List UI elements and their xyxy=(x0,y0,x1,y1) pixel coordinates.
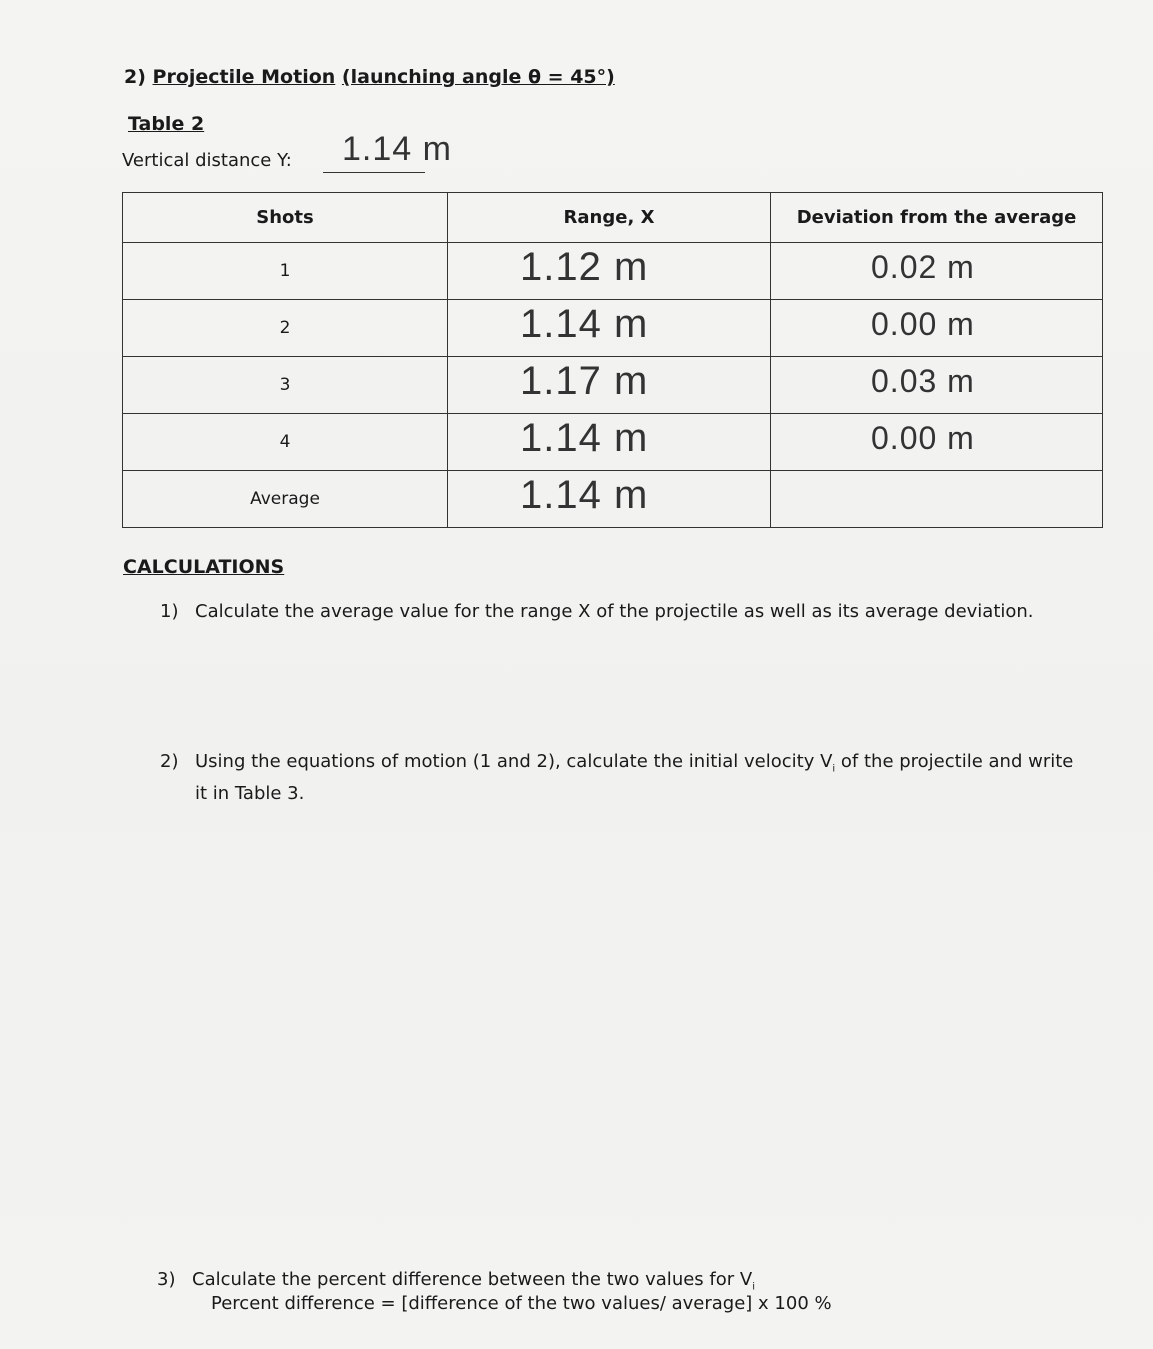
range-value: 1.14 m xyxy=(520,416,649,460)
table-row-average xyxy=(123,471,1103,528)
range-cell xyxy=(448,300,771,357)
deviation-cell xyxy=(771,471,1103,528)
table-row xyxy=(123,414,1103,471)
section-subheading: (launching angle θ = 45°) xyxy=(341,66,615,88)
table-row xyxy=(123,243,1103,300)
shot-cell: Average xyxy=(123,471,448,528)
deviation-value: 0.03 m xyxy=(871,363,975,399)
deviation-value: 0.02 m xyxy=(871,249,975,285)
vertical-distance-label: Vertical distance Y: xyxy=(122,150,292,171)
header-range: Range, X xyxy=(448,193,771,243)
header-shots: Shots xyxy=(123,193,448,243)
question-3 xyxy=(157,1268,1057,1328)
percent-difference-formula: Percent difference = [difference of the two values/ average] x 100 % xyxy=(211,1293,832,1314)
range-value: 1.17 m xyxy=(520,359,649,403)
section-heading: Projectile Motion xyxy=(152,66,336,88)
deviation-cell xyxy=(771,414,1103,471)
table-header-row xyxy=(123,193,1103,243)
deviation-value: 0.00 m xyxy=(871,306,975,342)
deviation-cell xyxy=(771,243,1103,300)
deviation-value: 0.00 m xyxy=(871,420,975,456)
range-cell xyxy=(448,414,771,471)
section-number: 2) xyxy=(124,66,146,88)
header-deviation: Deviation from the average xyxy=(771,193,1103,243)
table-label: Table 2 xyxy=(128,113,205,135)
shot-cell: 3 xyxy=(123,357,448,414)
range-cell xyxy=(448,471,771,528)
question-text: Using the equations of motion (1 and 2), calculate the initial velocity $V_i$ of the projectile and write it in Table 3. xyxy=(195,751,1074,804)
question-2 xyxy=(160,750,1090,810)
deviation-cell xyxy=(771,300,1103,357)
question-text: Calculate the average value for the range X of the projectile as well as its average deviation. xyxy=(195,601,1034,622)
vertical-distance-blank-line xyxy=(323,172,425,173)
question-number: 1) xyxy=(160,601,179,622)
question-text: Calculate the percent difference between the two values for $V_i$ xyxy=(192,1269,755,1293)
question-number: 2) xyxy=(160,751,179,772)
shot-cell: 4 xyxy=(123,414,448,471)
calculations-title: CALCULATIONS xyxy=(123,556,285,578)
range-value: 1.12 m xyxy=(520,245,649,289)
range-cell xyxy=(448,243,771,300)
section-title xyxy=(124,66,615,88)
question-number: 3) xyxy=(157,1269,176,1290)
shot-cell: 2 xyxy=(123,300,448,357)
vertical-distance-value: 1.14 m xyxy=(342,130,452,168)
range-value: 1.14 m xyxy=(520,302,649,346)
data-table xyxy=(122,192,1103,528)
deviation-cell xyxy=(771,357,1103,414)
table-row xyxy=(123,357,1103,414)
range-value: 1.14 m xyxy=(520,473,649,517)
range-cell xyxy=(448,357,771,414)
shot-cell: 1 xyxy=(123,243,448,300)
question-1 xyxy=(160,600,1060,660)
table-row xyxy=(123,300,1103,357)
